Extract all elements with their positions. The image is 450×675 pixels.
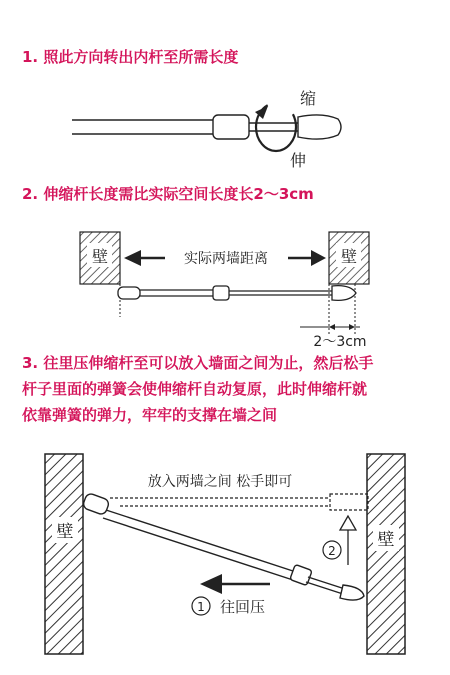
right-wall: [367, 454, 405, 654]
up-arrow-head: [340, 516, 356, 530]
extra-length-label: 2～3cm: [313, 334, 367, 347]
tube-collar: [213, 115, 249, 139]
step-2-number: 2.: [22, 185, 39, 203]
step-3-instruction: [22, 350, 442, 428]
right-wall-label: 壁: [340, 247, 358, 266]
distance-arrow-left-head: [124, 250, 141, 266]
step-1-number: 1.: [22, 48, 39, 66]
shrink-label: 缩: [300, 89, 317, 108]
step-1-instruction: [22, 44, 238, 70]
push-arrow-head: [200, 574, 222, 594]
extend-label: 伸: [290, 151, 307, 170]
top-instruction-label: 放入两墙之间 松手即可: [147, 474, 293, 490]
extra-arrow-head-right: [349, 324, 355, 330]
step-3-line-2: 杆子里面的弹簧会使伸缩杆自动复原，此时伸缩杆就: [22, 380, 368, 398]
push-back-label: 往回压: [220, 598, 266, 616]
left-wall: [45, 454, 83, 654]
step-2-marker-label: 2: [328, 544, 336, 558]
step-3-number: 3.: [22, 354, 39, 372]
extra-arrow-head-left: [329, 324, 335, 330]
rod-right-cap: [332, 286, 356, 301]
rod-collar: [213, 286, 229, 300]
rod-left-cap: [118, 287, 140, 299]
left-wall-label: 壁: [56, 522, 74, 542]
step-2-text: 伸缩杆长度需比实际空间长度长2～3cm: [43, 185, 314, 203]
distance-arrow-right-head: [311, 250, 326, 266]
left-wall-label: 壁: [91, 247, 109, 266]
rotation-diagram: [0, 72, 450, 172]
final-rod-position: [330, 494, 368, 510]
step-3-text-1: 往里压伸缩杆至可以放入墙面之间为止，然后松手: [43, 354, 374, 372]
step-1-marker-label: 1: [197, 600, 205, 614]
step-3-line-1: [22, 350, 442, 376]
distance-label: 实际两墙距离: [184, 251, 268, 267]
measurement-diagram: [0, 222, 450, 347]
right-wall-label: 壁: [377, 530, 395, 550]
step-2-instruction: [22, 181, 314, 207]
step-3-line-3: 依靠弹簧的弹力，牢牢的支撑在墙之间: [22, 406, 278, 424]
installation-diagram: [0, 440, 450, 670]
step-1-text: 照此方向转出内杆至所需长度: [43, 48, 239, 66]
end-cap: [298, 115, 341, 139]
